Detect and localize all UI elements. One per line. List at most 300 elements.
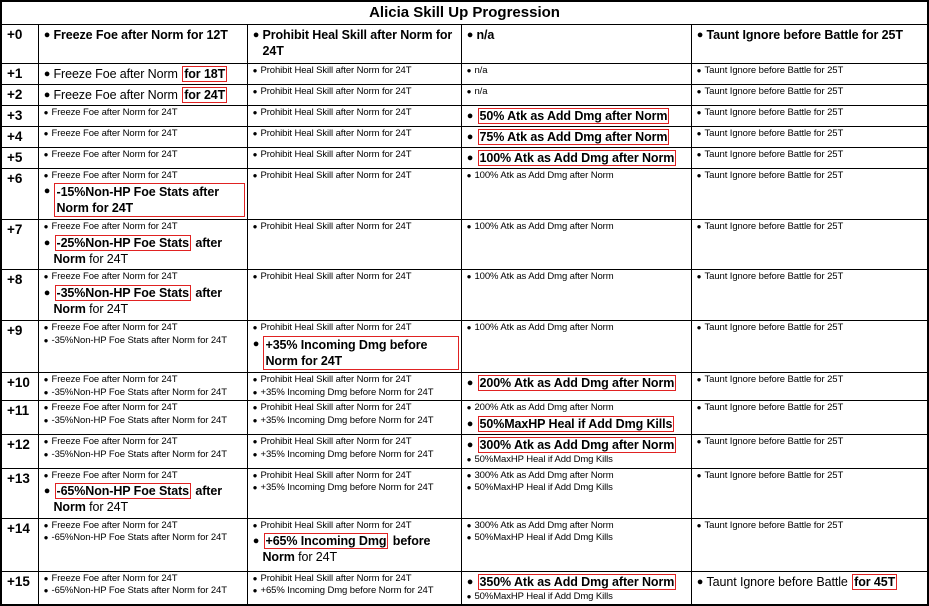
skill-item <box>464 271 689 284</box>
table-row <box>1 220 928 270</box>
skill-text <box>475 402 689 415</box>
skill-text <box>52 585 245 598</box>
text-run: 50%MaxHP Heal if Add Dmg Kills <box>474 454 613 466</box>
skill-cell <box>247 220 461 270</box>
text-run: for 45T <box>854 574 896 589</box>
skill-item <box>464 454 689 467</box>
skill-cell <box>461 220 691 270</box>
skill-cell <box>691 168 928 220</box>
skill-cell <box>691 270 928 321</box>
skill-item <box>41 482 245 516</box>
table-row <box>1 168 928 220</box>
bullet-icon: ● <box>43 323 49 333</box>
skill-item <box>464 470 689 483</box>
skill-text <box>477 150 689 166</box>
text-run: Prohibit Heal Skill after Norm for 24T <box>260 436 412 448</box>
skill-item <box>41 26 245 44</box>
bullet-icon: ● <box>43 272 49 282</box>
skill-item <box>250 271 459 284</box>
bullet-icon: ● <box>252 415 258 425</box>
text-run: 100% Atk as Add Dmg after Norm <box>474 322 614 334</box>
skill-item <box>694 26 926 44</box>
skill-item <box>250 415 459 428</box>
skill-cell <box>461 84 691 105</box>
skill-item <box>41 436 245 449</box>
skill-text <box>705 470 926 483</box>
skill-cell <box>691 435 928 469</box>
skill-text <box>54 87 245 103</box>
skill-text <box>52 322 245 335</box>
bullet-icon: ● <box>696 272 702 282</box>
bullet-icon: ● <box>466 439 474 452</box>
text-run: Freeze Foe after Norm for 24T <box>51 271 178 283</box>
skill-item <box>694 470 926 483</box>
text-run: Freeze Foe after Norm for 24T <box>51 374 178 386</box>
skill-text <box>261 149 459 162</box>
skill-cell <box>247 84 461 105</box>
skill-item <box>250 402 459 415</box>
skill-item <box>41 107 245 120</box>
bullet-icon: ● <box>466 417 474 430</box>
bullet-icon: ● <box>252 375 258 385</box>
text-run: Taunt Ignore before Battle for 25T <box>704 127 844 139</box>
skill-text <box>52 532 245 545</box>
skill-cell <box>691 63 928 84</box>
level-cell: +10 <box>1 373 38 401</box>
bullet-icon: ● <box>696 128 702 138</box>
text-run: after Norm <box>53 484 222 515</box>
skill-text <box>707 27 926 43</box>
skill-cell <box>38 435 247 469</box>
text-run: Prohibit Heal Skill after Norm for 24T <box>260 106 412 118</box>
skill-text <box>705 221 926 234</box>
bullet-icon: ● <box>43 222 49 232</box>
skill-cell <box>38 468 247 518</box>
level-cell: +13 <box>1 468 38 518</box>
skill-text <box>475 86 689 99</box>
text-run: Prohibit Heal Skill after Norm for 24T <box>260 64 412 76</box>
skill-item <box>41 470 245 483</box>
text-run: for 24T <box>85 301 129 316</box>
skill-cell <box>38 105 247 126</box>
skill-item <box>41 387 245 400</box>
text-run: 50%MaxHP Heal if Add Dmg Kills <box>479 416 673 431</box>
skill-text <box>52 335 245 348</box>
text-run: Prohibit Heal Skill after Norm for 24T <box>260 572 412 584</box>
skill-cell <box>247 401 461 435</box>
text-run: after Norm <box>53 235 222 266</box>
skill-item <box>41 449 245 462</box>
skill-text <box>261 107 459 120</box>
skill-item <box>41 585 245 598</box>
skill-text <box>477 574 689 590</box>
text-run: -35%Non-HP Foe Stats after Norm for 24T <box>51 448 227 460</box>
table-row <box>1 468 928 518</box>
skill-cell <box>247 468 461 518</box>
skill-cell <box>247 435 461 469</box>
bullet-icon: ● <box>696 520 702 530</box>
skill-text <box>477 416 689 432</box>
bullet-icon: ● <box>252 107 258 117</box>
text-run: Taunt Ignore before Battle for 25T <box>706 27 903 42</box>
skill-text <box>475 482 689 495</box>
skill-text <box>705 374 926 387</box>
skill-cell <box>691 321 928 373</box>
skill-text <box>52 573 245 586</box>
skill-item <box>250 128 459 141</box>
level-cell: +12 <box>1 435 38 469</box>
skill-text <box>475 271 689 284</box>
skill-item <box>694 573 926 591</box>
skill-cell <box>691 571 928 605</box>
text-run: Freeze Foe after Norm <box>53 66 182 81</box>
skill-text <box>261 221 459 234</box>
text-run: Prohibit Heal Skill after Norm for 24T <box>260 271 412 283</box>
bullet-icon: ● <box>696 222 702 232</box>
text-run: Prohibit Heal Skill after Norm for 24T <box>260 127 412 139</box>
skill-cell <box>691 24 928 63</box>
bullet-icon: ● <box>466 533 472 543</box>
text-run: for 24T <box>85 500 129 515</box>
skill-cell <box>461 518 691 571</box>
skill-text <box>707 574 926 590</box>
page-title: Alicia Skill Up Progression <box>1 1 928 24</box>
skill-text <box>705 271 926 284</box>
level-cell: +11 <box>1 401 38 435</box>
text-run: +35% Incoming Dmg before Norm for 24T <box>265 337 428 368</box>
skill-text <box>475 65 689 78</box>
skill-text <box>261 482 459 495</box>
skill-cell <box>461 63 691 84</box>
skill-item <box>250 65 459 78</box>
text-run: Freeze Foe after Norm for 24T <box>51 519 178 531</box>
text-run: Taunt Ignore before Battle for 25T <box>704 469 844 481</box>
skill-item <box>250 573 459 586</box>
text-run: Freeze Foe after Norm for 24T <box>51 402 178 414</box>
skill-item <box>694 107 926 120</box>
text-run: +35% Incoming Dmg before Norm for 24T <box>260 386 434 398</box>
text-run: Freeze Foe after Norm for 24T <box>51 322 178 334</box>
skill-text <box>54 235 245 267</box>
skill-cell <box>247 147 461 168</box>
text-run: Prohibit Heal Skill after Norm for 24T <box>260 519 412 531</box>
text-run: for 24T <box>85 251 129 266</box>
skill-text <box>52 170 245 183</box>
skill-item <box>41 532 245 545</box>
level-cell: +8 <box>1 270 38 321</box>
skill-cell <box>691 147 928 168</box>
skill-cell <box>461 126 691 147</box>
bullet-icon: ● <box>43 485 51 498</box>
skill-text <box>477 375 689 391</box>
bullet-icon: ● <box>466 323 472 333</box>
level-cell: +6 <box>1 168 38 220</box>
skill-text <box>475 221 689 234</box>
bullet-icon: ● <box>43 170 49 180</box>
skill-text <box>261 65 459 78</box>
text-run: for 18T <box>184 66 226 81</box>
skill-cell <box>247 518 461 571</box>
skill-item <box>694 402 926 415</box>
skill-item <box>250 26 459 60</box>
bullet-icon: ● <box>466 65 472 75</box>
skill-item <box>250 482 459 495</box>
skill-item <box>694 322 926 335</box>
bullet-icon: ● <box>466 151 474 164</box>
skill-cell <box>691 401 928 435</box>
table-row <box>1 84 928 105</box>
text-run: +65% Incoming Dmg <box>265 534 387 549</box>
level-cell: +2 <box>1 84 38 105</box>
bullet-icon: ● <box>252 170 258 180</box>
skill-text <box>54 285 245 317</box>
skill-item <box>41 128 245 141</box>
skill-item <box>464 170 689 183</box>
skill-cell <box>38 401 247 435</box>
text-run: +35% Incoming Dmg before Norm for 24T <box>260 448 434 460</box>
skill-text <box>54 483 245 515</box>
text-run: 50%MaxHP Heal if Add Dmg Kills <box>474 590 613 602</box>
skill-item <box>464 482 689 495</box>
text-run: 75% Atk as Add Dmg after Norm <box>479 129 668 144</box>
bullet-icon: ● <box>696 149 702 159</box>
skill-text <box>52 470 245 483</box>
text-run: 200% Atk as Add Dmg after Norm <box>479 376 675 391</box>
bullet-icon: ● <box>43 449 49 459</box>
level-cell: +4 <box>1 126 38 147</box>
bullet-icon: ● <box>252 586 258 596</box>
skill-item <box>694 128 926 141</box>
skill-item <box>694 149 926 162</box>
skill-cell <box>691 373 928 401</box>
bullet-icon: ● <box>43 335 49 345</box>
bullet-icon: ● <box>43 107 49 117</box>
bullet-icon: ● <box>252 449 258 459</box>
bullet-icon: ● <box>696 323 702 333</box>
skill-item <box>464 26 689 44</box>
text-run: Prohibit Heal Skill after Norm for 24T <box>260 374 412 386</box>
skill-cell <box>691 126 928 147</box>
bullet-icon: ● <box>43 387 49 397</box>
skill-item <box>41 374 245 387</box>
text-run: Freeze Foe after Norm for 24T <box>51 169 178 181</box>
skill-item <box>41 86 245 104</box>
text-run: Freeze Foe after Norm for 24T <box>51 436 178 448</box>
bullet-icon: ● <box>466 272 472 282</box>
skill-text <box>261 470 459 483</box>
bullet-icon: ● <box>252 387 258 397</box>
text-run: before Norm <box>262 534 431 565</box>
skill-item <box>41 221 245 234</box>
skill-text <box>705 107 926 120</box>
skill-item <box>41 149 245 162</box>
skill-item <box>464 532 689 545</box>
level-cell: +5 <box>1 147 38 168</box>
skill-item <box>41 573 245 586</box>
skill-item <box>464 402 689 415</box>
skill-text <box>261 415 459 428</box>
text-run: Prohibit Heal Skill after Norm for 24T <box>260 322 412 334</box>
text-run: Taunt Ignore before Battle for 25T <box>704 374 844 386</box>
skill-text <box>52 221 245 234</box>
skill-item <box>250 520 459 533</box>
skill-item <box>250 170 459 183</box>
bullet-icon: ● <box>252 86 258 96</box>
bullet-icon: ● <box>43 437 49 447</box>
skill-cell <box>38 24 247 63</box>
skill-text <box>477 129 689 145</box>
bullet-icon: ● <box>252 272 258 282</box>
skill-text <box>263 27 459 59</box>
skill-item <box>41 65 245 83</box>
skill-text <box>52 402 245 415</box>
bullet-icon: ● <box>696 403 702 413</box>
text-run: -35%Non-HP Foe Stats after Norm for 24T <box>51 414 227 426</box>
bullet-icon: ● <box>696 86 702 96</box>
skill-cell <box>461 321 691 373</box>
bullet-icon: ● <box>252 520 258 530</box>
bullet-icon: ● <box>696 65 702 75</box>
skill-text <box>52 520 245 533</box>
text-run: -65%Non-HP Foe Stats <box>56 484 190 499</box>
skill-text <box>261 449 459 462</box>
skill-text <box>705 170 926 183</box>
bullet-icon: ● <box>252 28 260 41</box>
skill-cell <box>247 373 461 401</box>
text-run: 300% Atk as Add Dmg after Norm <box>474 469 614 481</box>
skill-item <box>464 149 689 167</box>
skill-cell <box>691 518 928 571</box>
skill-cell <box>461 468 691 518</box>
bullet-icon: ● <box>252 65 258 75</box>
skill-text <box>705 520 926 533</box>
text-run: Freeze Foe after Norm for 24T <box>51 469 178 481</box>
bullet-icon: ● <box>252 323 258 333</box>
bullet-icon: ● <box>252 149 258 159</box>
skill-item <box>41 271 245 284</box>
skill-text <box>261 573 459 586</box>
skill-item <box>41 182 245 218</box>
text-run: Freeze Foe after Norm for 24T <box>51 148 178 160</box>
skill-text <box>52 149 245 162</box>
skill-cell <box>38 168 247 220</box>
text-run: 350% Atk as Add Dmg after Norm <box>479 574 675 589</box>
text-run: -65%Non-HP Foe Stats after Norm for 24T <box>51 532 227 544</box>
text-run: +35% Incoming Dmg before Norm for 24T <box>260 414 434 426</box>
skill-text <box>475 454 689 467</box>
bullet-icon: ● <box>252 222 258 232</box>
level-cell: +1 <box>1 63 38 84</box>
bullet-icon: ● <box>252 535 260 548</box>
skill-cell <box>461 401 691 435</box>
text-run: 200% Atk as Add Dmg after Norm <box>474 402 614 414</box>
text-run: Prohibit Heal Skill after Norm for 24T <box>260 169 412 181</box>
skill-cell <box>461 435 691 469</box>
skill-table-body <box>1 24 928 605</box>
skill-text <box>477 108 689 124</box>
text-run: Taunt Ignore before Battle for 25T <box>704 402 844 414</box>
text-run: Taunt Ignore before Battle <box>706 574 852 589</box>
text-run: Taunt Ignore before Battle for 25T <box>704 322 844 334</box>
skill-cell <box>247 270 461 321</box>
bullet-icon: ● <box>466 455 472 465</box>
title-row <box>1 1 928 24</box>
skill-text <box>475 170 689 183</box>
text-run: Taunt Ignore before Battle for 25T <box>704 85 844 97</box>
text-run: Taunt Ignore before Battle for 25T <box>704 106 844 118</box>
bullet-icon: ● <box>43 88 51 101</box>
skill-text <box>54 27 245 43</box>
skill-text <box>705 322 926 335</box>
skill-item <box>464 520 689 533</box>
text-run: 100% Atk as Add Dmg after Norm <box>474 221 614 233</box>
bullet-icon: ● <box>466 109 474 122</box>
skill-text <box>52 374 245 387</box>
text-run: Prohibit Heal Skill after Norm for 24T <box>260 469 412 481</box>
bullet-icon: ● <box>696 107 702 117</box>
skill-item <box>41 335 245 348</box>
text-run: Freeze Foe after Norm <box>53 87 182 102</box>
skill-item <box>694 221 926 234</box>
skill-item <box>41 234 245 268</box>
skill-text <box>475 591 689 604</box>
bullet-icon: ● <box>43 470 49 480</box>
skill-text <box>705 65 926 78</box>
skill-text <box>705 86 926 99</box>
bullet-icon: ● <box>43 236 51 249</box>
skill-cell <box>691 105 928 126</box>
bullet-icon: ● <box>466 591 472 601</box>
bullet-icon: ● <box>466 222 472 232</box>
skill-cell <box>691 220 928 270</box>
text-run: Prohibit Heal Skill after Norm for 24T <box>260 221 412 233</box>
skill-item <box>41 170 245 183</box>
text-run: after Norm <box>53 285 222 316</box>
table-row <box>1 105 928 126</box>
skill-cell <box>38 321 247 373</box>
table-row <box>1 571 928 605</box>
skill-cell <box>38 373 247 401</box>
bullet-icon: ● <box>466 377 474 390</box>
text-run: for 24T <box>294 550 338 565</box>
table-row <box>1 24 928 63</box>
bullet-icon: ● <box>696 470 702 480</box>
level-cell: +14 <box>1 518 38 571</box>
text-run: Freeze Foe after Norm for 24T <box>51 127 178 139</box>
text-run: Taunt Ignore before Battle for 25T <box>704 221 844 233</box>
skill-item <box>41 415 245 428</box>
bullet-icon: ● <box>252 337 260 350</box>
skill-text <box>52 449 245 462</box>
skill-text <box>54 66 245 82</box>
skill-text <box>52 271 245 284</box>
text-run: Prohibit Heal Skill after Norm for 24T <box>262 27 453 58</box>
skill-cell <box>461 373 691 401</box>
text-run: for 24T <box>184 87 226 102</box>
text-run: Freeze Foe after Norm for 12T <box>53 27 228 42</box>
skill-item <box>464 573 689 591</box>
table-row <box>1 147 928 168</box>
text-run: 300% Atk as Add Dmg after Norm <box>474 519 614 531</box>
bullet-icon: ● <box>252 573 258 583</box>
skill-item <box>694 520 926 533</box>
bullet-icon: ● <box>43 573 49 583</box>
bullet-icon: ● <box>43 403 49 413</box>
bullet-icon: ● <box>466 28 474 41</box>
skill-text <box>54 183 245 217</box>
bullet-icon: ● <box>466 130 474 143</box>
bullet-icon: ● <box>696 375 702 385</box>
